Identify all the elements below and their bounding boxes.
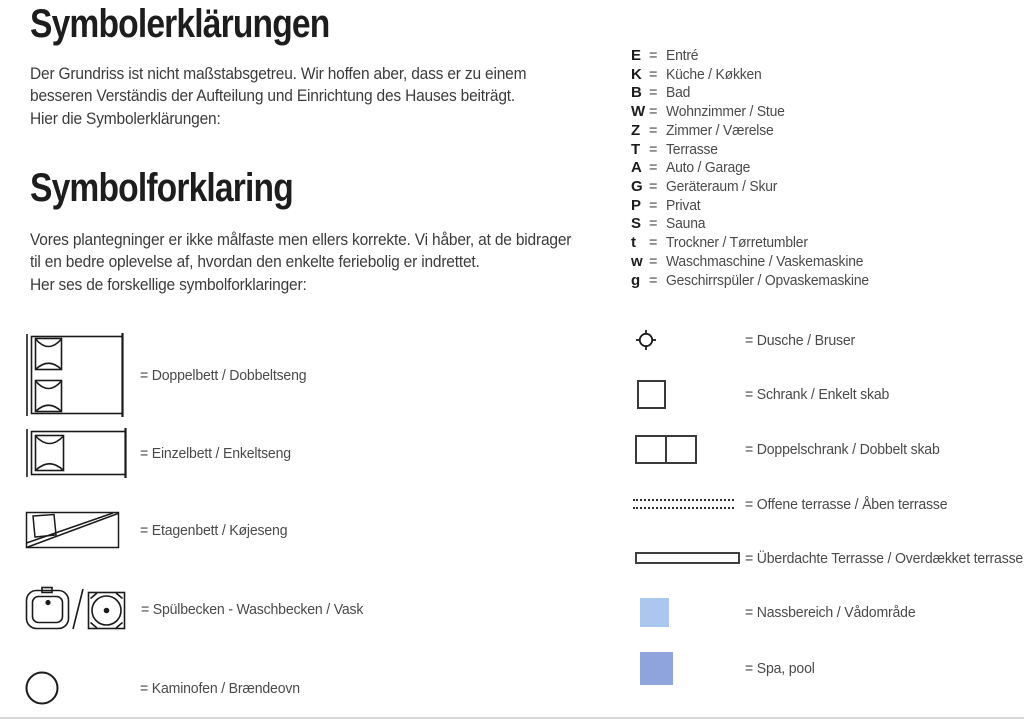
legend-label: = Überdachte Terrasse / Overdækket terrasse (745, 549, 1024, 567)
abbrev-key: A (631, 159, 642, 177)
abbreviation-row (631, 66, 877, 85)
abbrev-value: Auto / Garage (666, 160, 751, 177)
abbrev-key: T (631, 140, 640, 158)
double-cabinet-right-cell (665, 435, 697, 464)
open-terrace-icon (633, 499, 734, 509)
intro-danish-line: Vores plantegninger er ikke målfaste men ellers korrekte. Vi håber, at de bidrager (30, 231, 572, 249)
abbreviation-row (631, 272, 877, 291)
abbrev-value: Geschirrspüler / Opvaskemaskine (666, 272, 869, 289)
legend-row-single-bed (25, 428, 301, 478)
abbrev-value: Zimmer / Værelse (666, 122, 774, 139)
page-title-german: Symbolerklärungen (30, 2, 330, 46)
legend-row-spa-pool (633, 652, 819, 685)
abbrev-value: Waschmaschine / Vaskemaskine (666, 253, 864, 270)
legend-row-open-terrace (633, 496, 960, 512)
wood-stove-icon (25, 671, 59, 705)
double-bed-icon (25, 333, 127, 417)
legend-row-double-cabinet (633, 435, 952, 464)
intro-danish-line: til en bedre oplevelse af, hvordan den enkelte feriebolig er indrettet. (30, 253, 480, 272)
intro-german-line: Der Grundriss ist nicht maßstabsgetreu. Wir hoffen aber, dass er zu einem (30, 65, 527, 83)
abbreviation-row (631, 215, 877, 234)
equals-sign: = (649, 104, 658, 121)
legend-label: = Etagenbett / Køjeseng (140, 522, 288, 539)
intro-danish-line: Her ses de forskellige symbolforklaringer: (30, 275, 307, 294)
intro-german-line: besseren Verständis der Aufteilung und Einrichtung des Hauses beiträgt. (30, 87, 516, 106)
abbrev-key: Z (631, 121, 640, 139)
abbrev-value: Entré (666, 48, 699, 64)
legend-label: = Nassbereich / Vådområde (745, 604, 916, 621)
double-cabinet-icon (635, 435, 697, 464)
legend-label: = Spülbecken - Waschbecken / Vask (141, 600, 364, 618)
equals-sign: = (649, 179, 658, 196)
spa-pool-swatch-icon (640, 652, 673, 685)
single-bed-icon (25, 428, 130, 478)
abbreviation-row (631, 47, 877, 66)
legend-row-shower (633, 329, 862, 351)
equals-sign: = (649, 272, 658, 289)
abbrev-value: Terrasse (666, 141, 718, 158)
abbrev-key: g (631, 271, 640, 289)
slash-separator-icon (70, 586, 86, 632)
abbreviation-row (631, 178, 877, 197)
abbrev-key: K (631, 65, 642, 83)
abbrev-value: Trockner / Tørretumbler (666, 235, 808, 252)
legend-label: = Doppelbett / Dobbeltseng (140, 366, 307, 384)
washbasin-icon (86, 586, 127, 632)
equals-sign: = (649, 253, 658, 270)
page-title-danish: Symbolforklaring (30, 166, 293, 210)
equals-sign: = (649, 48, 658, 64)
abbrev-key: G (631, 178, 643, 196)
legend-label: = Schrank / Enkelt skab (745, 386, 890, 403)
legend-row-stove (25, 671, 310, 705)
legend-row-single-cabinet (633, 380, 898, 409)
equals-sign: = (649, 197, 658, 214)
equals-sign: = (649, 85, 658, 102)
intro-paragraph-danish (30, 229, 571, 296)
covered-terrace-icon (635, 552, 740, 564)
equals-sign: = (649, 141, 658, 158)
shower-icon (635, 329, 657, 351)
bottom-divider (0, 717, 1024, 719)
legend-row-double-bed (25, 333, 317, 417)
abbrev-value: Wohnzimmer / Stue (666, 104, 785, 121)
legend-label: = Dusche / Bruser (745, 331, 856, 349)
legend-label: = Einzelbett / Enkeltseng (140, 444, 291, 462)
abbrev-key: B (631, 84, 642, 102)
legend-row-wet-area (633, 598, 926, 627)
sink-washbasin-icon (25, 586, 127, 632)
abbreviation-row (631, 103, 877, 122)
equals-sign: = (649, 216, 658, 233)
abbreviation-row (631, 84, 877, 103)
abbreviation-row (631, 122, 877, 141)
legend-row-bunk-bed (25, 510, 297, 551)
abbrev-key: E (631, 47, 641, 64)
intro-german-line: Hier die Symbolerklärungen: (30, 109, 221, 128)
abbrev-key: W (631, 103, 645, 121)
abbrev-key: t (631, 234, 636, 252)
abbreviation-row (631, 253, 877, 272)
abbrev-value: Sauna (666, 216, 706, 233)
abbrev-value: Küche / Køkken (666, 66, 762, 83)
abbreviation-list (631, 47, 877, 290)
wet-area-swatch-icon (640, 598, 669, 627)
equals-sign: = (649, 122, 658, 139)
abbrev-key: P (631, 196, 641, 214)
abbreviation-row (631, 159, 877, 178)
single-cabinet-icon (637, 380, 666, 409)
bunk-bed-icon (25, 510, 120, 551)
legend-label: = Offene terrasse / Åben terrasse (745, 495, 948, 513)
abbreviation-row (631, 197, 877, 216)
double-cabinet-left-cell (635, 435, 667, 464)
legend-row-covered-terrace (633, 551, 1024, 565)
intro-paragraph-german (30, 63, 526, 130)
abbreviation-row (631, 234, 877, 253)
legend-label: = Spa, pool (745, 660, 815, 677)
equals-sign: = (649, 160, 658, 177)
legend-label: = Kaminofen / Brændeovn (140, 679, 300, 697)
abbrev-key: S (631, 215, 641, 233)
equals-sign: = (649, 235, 658, 252)
abbrev-value: Bad (666, 85, 691, 102)
abbrev-key: w (631, 252, 643, 270)
abbrev-value: Geräteraum / Skur (666, 179, 778, 196)
legend-row-sink (25, 586, 377, 632)
abbreviation-row (631, 141, 877, 160)
kitchen-sink-icon (25, 586, 70, 632)
equals-sign: = (649, 66, 658, 83)
legend-label: = Doppelschrank / Dobbelt skab (745, 441, 940, 458)
abbrev-value: Privat (666, 197, 701, 214)
